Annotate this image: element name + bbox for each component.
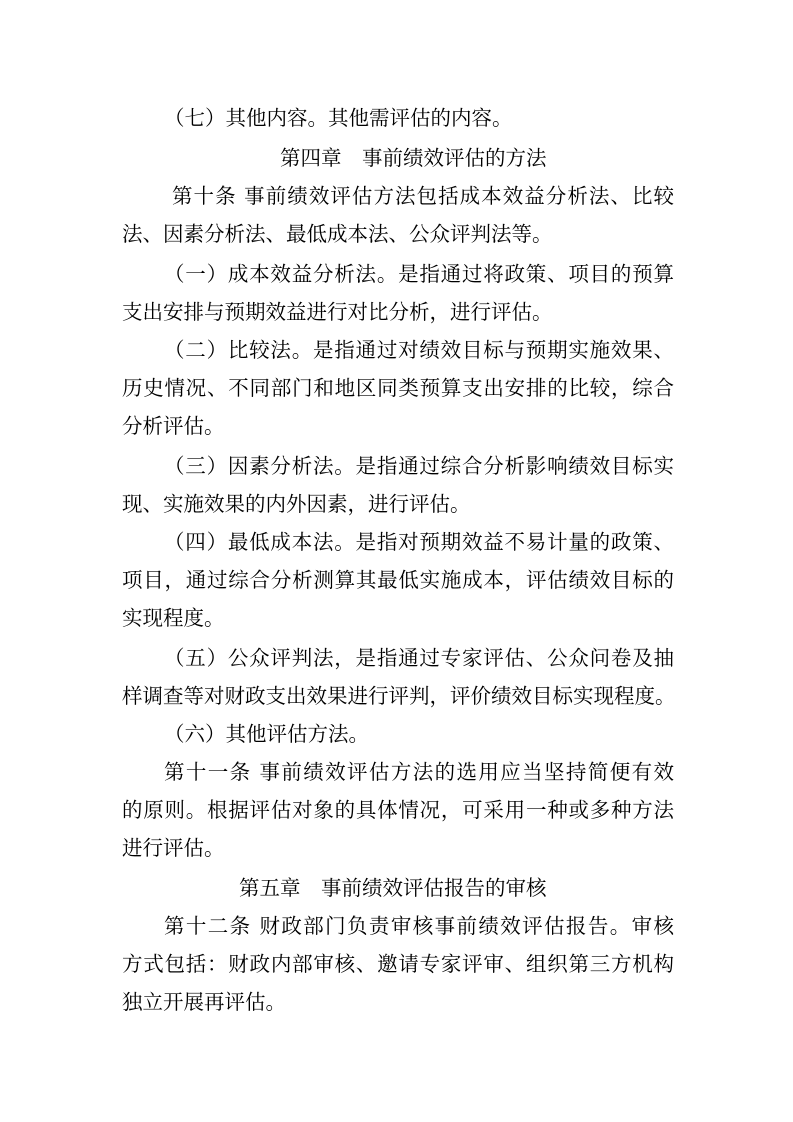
chapter-4-heading: 第四章 事前绩效评估的方法 bbox=[280, 146, 547, 170]
method-2-line-2: 历史情况、不同部门和地区同类预算支出安排的比较，综合 bbox=[122, 376, 674, 400]
article-12-line-2: 方式包括：财政内部审核、邀请专家评审、组织第三方机构 bbox=[122, 952, 674, 976]
method-4-line-2: 项目，通过综合分析测算其最低实施成本，评估绩效目标的 bbox=[122, 568, 674, 592]
paragraph-item-7-other-content: （七）其他内容。其他需评估的内容。 bbox=[164, 106, 513, 130]
method-1-line-2: 支出安排与预期效益进行对比分析，进行评估。 bbox=[122, 300, 553, 324]
method-4-line-1: （四）最低成本法。是指对预期效益不易计量的政策、 bbox=[164, 530, 674, 554]
method-5-line-1: （五）公众评判法，是指通过专家评估、公众问卷及抽 bbox=[164, 646, 674, 670]
method-3-line-2: 现、实施效果的内外因素，进行评估。 bbox=[122, 492, 471, 516]
article-11-line-1: 第十一条 事前绩效评估方法的选用应当坚持简便有效 bbox=[164, 760, 674, 784]
article-12-line-1: 第十二条 财政部门负责审核事前绩效评估报告。审核 bbox=[164, 914, 674, 938]
article-12-line-3: 独立开展再评估。 bbox=[122, 990, 286, 1014]
article-10-line-1: 第十条 事前绩效评估方法包括成本效益分析法、比较 bbox=[172, 184, 674, 208]
chapter-5-heading: 第五章 事前绩效评估报告的审核 bbox=[239, 876, 547, 900]
article-11-line-2: 的原则。根据评估对象的具体情况，可采用一种或多种方法 bbox=[122, 798, 674, 822]
method-2-line-3: 分析评估。 bbox=[122, 414, 225, 438]
method-2-line-1: （二）比较法。是指通过对绩效目标与预期实施效果、 bbox=[164, 338, 674, 362]
method-6-line: （六）其他评估方法。 bbox=[164, 722, 369, 746]
article-10-line-2: 法、因素分析法、最低成本法、公众评判法等。 bbox=[122, 222, 553, 246]
method-3-line-1: （三）因素分析法。是指通过综合分析影响绩效目标实 bbox=[164, 454, 674, 478]
article-11-line-3: 进行评估。 bbox=[122, 836, 225, 860]
method-4-line-3: 实现程度。 bbox=[122, 606, 225, 630]
method-5-line-2: 样调查等对财政支出效果进行评判，评价绩效目标实现程度。 bbox=[122, 684, 676, 708]
method-1-line-1: （一）成本效益分析法。是指通过将政策、项目的预算 bbox=[164, 262, 674, 286]
